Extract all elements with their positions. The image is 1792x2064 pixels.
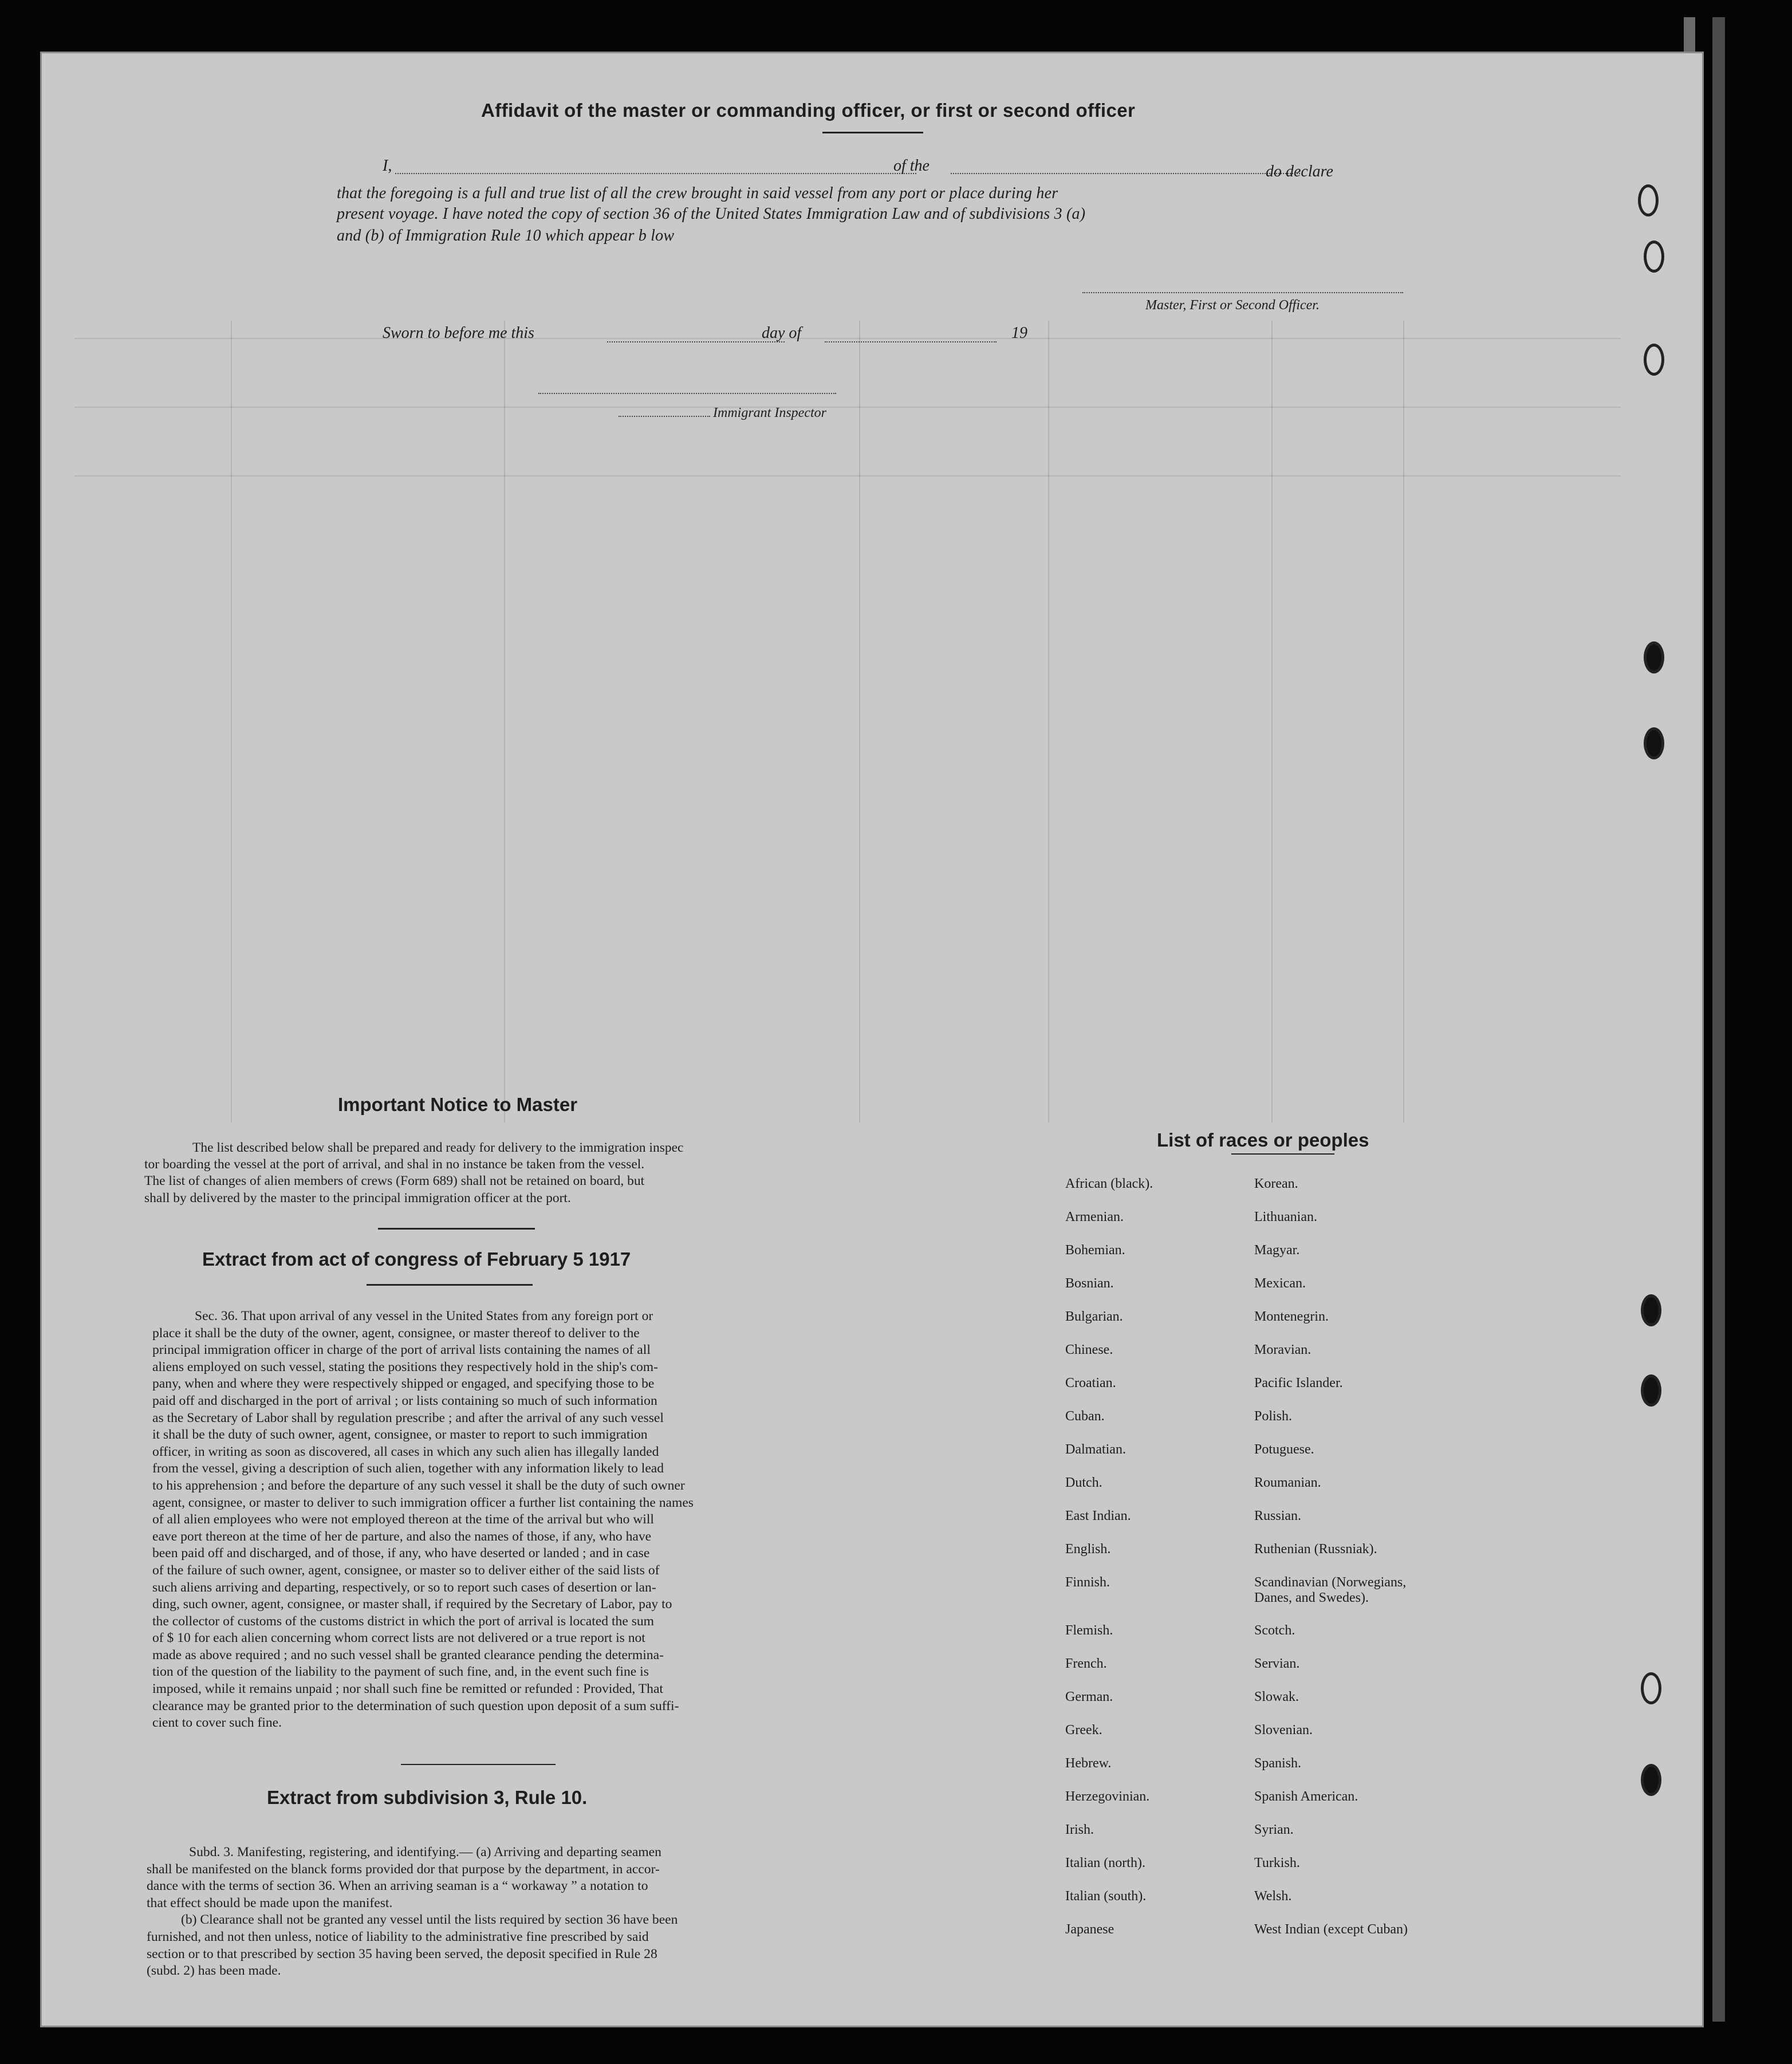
affidavit-i: I, xyxy=(383,157,392,175)
race-left: Italian (north). xyxy=(1065,1856,1145,1870)
grid-line xyxy=(231,321,232,1122)
race-left: Finnish. xyxy=(1065,1575,1110,1590)
extract1-line: of all alien employees who were not employed thereon at the time of the arrival but who will xyxy=(152,1512,654,1527)
extract1-line: such aliens arriving and departing, respectively, or so to report such cases of desertion or lan- xyxy=(152,1579,656,1595)
race-right: Pacific Islander. xyxy=(1254,1376,1343,1391)
race-left: Italian (south). xyxy=(1065,1889,1147,1904)
extract2-body xyxy=(147,1844,844,1980)
extract1-line: principal immigration officer in charge of the port of arrival lists containing the names of all xyxy=(152,1342,651,1358)
binder-hole-icon xyxy=(1644,727,1664,759)
race-right: Scandinavian (Norwegians, Danes, and Swedes). xyxy=(1254,1575,1407,1605)
race-right: Spanish. xyxy=(1254,1756,1302,1771)
inspector-signature-line xyxy=(538,393,836,394)
race-left: Croatian. xyxy=(1065,1376,1116,1391)
race-right: Lithuanian. xyxy=(1254,1210,1317,1224)
extract1-line: tion of the question of the liability to the payment of such fine, and, in the event such fine is xyxy=(152,1664,649,1680)
race-left: African (black). xyxy=(1065,1176,1153,1191)
race-right: West Indian (except Cuban) xyxy=(1254,1922,1408,1937)
extract1-line: from the vessel, giving a description of such alien, together with any information likely to lead xyxy=(152,1461,664,1476)
grid-line xyxy=(504,321,505,1122)
affidavit-line-2: that the foregoing is a full and true list of all the crew brought in said vessel from any port or place during her xyxy=(337,184,1058,202)
extract1-line: the collector of customs of the customs district in which the port of arrival is located the sum xyxy=(152,1613,655,1629)
extract1-line: it shall be the duty of such owner, agent, consignee, or master to report to such immigration xyxy=(152,1427,648,1443)
affidavit-line-4: and (b) of Immigration Rule 10 which appear b low xyxy=(337,227,675,245)
master-name-line xyxy=(395,173,916,174)
race-right: Magyar. xyxy=(1254,1243,1300,1258)
race-right: Potuguese. xyxy=(1254,1442,1314,1457)
extract1-underline xyxy=(367,1284,533,1286)
race-left: Hebrew. xyxy=(1065,1756,1112,1771)
notice-divider xyxy=(378,1228,535,1230)
extract2-line: dance with the terms of section 36. When an arriving seaman is a “ workaway ” a notation to xyxy=(147,1878,648,1894)
extract1-heading: Extract from act of congress of February 5 1917 xyxy=(202,1248,631,1270)
race-right: Russian. xyxy=(1254,1508,1302,1523)
race-right: Polish. xyxy=(1254,1409,1293,1424)
race-left: Irish. xyxy=(1065,1822,1094,1837)
sworn-month-line xyxy=(825,341,997,342)
grid-line xyxy=(74,407,1621,408)
race-left: Japanese xyxy=(1065,1922,1114,1937)
extract2-line: furnished, and not then unless, notice of liability to the administrative fine prescribed by said xyxy=(147,1929,649,1944)
extract1-line: place it shall be the duty of the owner, agent, consignee, or master thereof to deliver to the xyxy=(152,1325,640,1341)
race-right: Moravian. xyxy=(1254,1342,1311,1357)
binder-hole-icon xyxy=(1644,641,1664,673)
binder-hole-icon xyxy=(1644,241,1664,273)
master-signature-line xyxy=(1082,292,1403,293)
race-right: Turkish. xyxy=(1254,1856,1300,1870)
grid-line xyxy=(859,321,860,1122)
extract2-line: section or to that prescribed by section 35 having been served, the deposit specified in Rule 28 xyxy=(147,1946,657,1961)
manifest-page xyxy=(40,52,1704,2027)
race-right: Scotch. xyxy=(1254,1623,1295,1638)
binder-hole-icon xyxy=(1644,344,1664,376)
race-right: Servian. xyxy=(1254,1656,1300,1671)
sworn-label: Sworn to before me this xyxy=(383,324,534,342)
race-left: Bohemian. xyxy=(1065,1243,1125,1258)
extract1-body xyxy=(152,1308,849,1732)
extract1-line: cient to cover such fine. xyxy=(152,1715,282,1731)
extract1-line: eave port thereon at the time of her de parture, and also the names of those, if any, who have xyxy=(152,1529,652,1544)
extract1-line: clearance may be granted prior to the determination of such question upon deposit of a sum suffi- xyxy=(152,1698,679,1714)
extract1-line: been paid off and discharged, and of those, if any, who have deserted or landed ; and in case xyxy=(152,1546,650,1561)
year-label: 19 xyxy=(1011,324,1027,342)
race-left: Greek. xyxy=(1065,1723,1102,1738)
day-of-label: day of xyxy=(762,324,802,342)
notice-heading: Important Notice to Master xyxy=(338,1094,578,1115)
race-left: Flemish. xyxy=(1065,1623,1113,1638)
notice-line: shall by delivered by the master to the principal immigration officer at the port. xyxy=(144,1190,571,1206)
race-right: Slovenian. xyxy=(1254,1723,1313,1738)
binder-hole-icon xyxy=(1641,1374,1661,1407)
grid-line xyxy=(1403,321,1404,1122)
race-left: East Indian. xyxy=(1065,1508,1131,1523)
inspector-short-line xyxy=(619,416,710,417)
extract1-line: Sec. 36. That upon arrival of any vessel in the United States from any foreign port or xyxy=(195,1309,653,1324)
extract1-line: of $ 10 for each alien concerning whom correct lists are not delivered or a true report is not xyxy=(152,1630,645,1646)
race-right: Montenegrin. xyxy=(1254,1309,1329,1324)
binder-hole-icon xyxy=(1641,1294,1661,1326)
notice-body xyxy=(144,1140,854,1207)
race-left: English. xyxy=(1065,1542,1111,1557)
notice-line: tor boarding the vessel at the port of arrival, and shal in no instance be taken from the vessel. xyxy=(144,1157,645,1172)
race-left: Herzegovinian. xyxy=(1065,1789,1150,1804)
race-right: Ruthenian (Russniak). xyxy=(1254,1542,1377,1557)
affidavit-line-3: present voyage. I have noted the copy of section 36 of the United States Immigration Law and of subdivisions 3 (a) xyxy=(337,205,1086,223)
races-heading: List of races or peoples xyxy=(1157,1129,1369,1151)
binder-hole-icon xyxy=(1638,184,1659,216)
race-right: Slowak. xyxy=(1254,1689,1299,1704)
grid-line xyxy=(1048,321,1049,1122)
race-right: Korean. xyxy=(1254,1176,1298,1191)
back-page-edge xyxy=(1712,17,1725,2022)
sworn-day-line xyxy=(607,341,785,342)
extract2-heading: Extract from subdivision 3, Rule 10. xyxy=(267,1787,588,1808)
grid-line xyxy=(1271,321,1273,1122)
race-right: Syrian. xyxy=(1254,1822,1294,1837)
extract1-line: imposed, while it remains unpaid ; nor shall such fine be remitted or refunded : Provided, That xyxy=(152,1681,663,1697)
race-left: Dutch. xyxy=(1065,1475,1102,1490)
race-right: Mexican. xyxy=(1254,1276,1306,1291)
race-right: Spanish American. xyxy=(1254,1789,1358,1804)
race-right: Welsh. xyxy=(1254,1889,1292,1904)
notice-line: The list of changes of alien members of crews (Form 689) shall not be retained on board, but xyxy=(144,1173,645,1189)
extract2-line: that effect should be made upon the manifest. xyxy=(147,1895,393,1911)
affidavit-heading: Affidavit of the master or commanding officer, or first or second officer xyxy=(481,100,1136,121)
vessel-name-line xyxy=(951,173,1300,174)
race-left: Dalmatian. xyxy=(1065,1442,1126,1457)
extract2-line: Subd. 3. Manifesting, registering, and identifying.— (a) Arriving and departing seamen xyxy=(189,1845,661,1860)
race-left: Bulgarian. xyxy=(1065,1309,1123,1324)
heading-underline xyxy=(822,132,923,133)
race-left: French. xyxy=(1065,1656,1107,1671)
extract1-line: of the failure of such owner, agent, consignee, or master so to deliver either of the said lists of xyxy=(152,1562,660,1578)
race-left: German. xyxy=(1065,1689,1113,1704)
extract1-line: aliens employed on such vessel, stating the positions they respectively hold in the ship's com- xyxy=(152,1359,658,1374)
extract1-line: to his apprehension ; and before the departure of any such vessel it shall be the duty of such owner xyxy=(152,1478,685,1493)
grid-line xyxy=(74,475,1621,476)
race-right: Roumanian. xyxy=(1254,1475,1321,1490)
extract-divider xyxy=(401,1764,556,1765)
extract2-line: (b) Clearance shall not be granted any vessel until the lists required by section 36 have been xyxy=(181,1912,678,1928)
notice-line: The list described below shall be prepared and ready for delivery to the immigration inspec xyxy=(192,1140,684,1155)
extract1-line: pany, when and where they were respectively shipped or engaged, and specifying those to be xyxy=(152,1376,655,1392)
race-left: Bosnian. xyxy=(1065,1276,1114,1291)
extract1-line: as the Secretary of Labor shall by regulation prescribe ; and after the arrival of any such vessel xyxy=(152,1410,664,1425)
races-list xyxy=(1065,1176,1581,2012)
extract1-line: officer, in writing as soon as discovered, all cases in which any such alien has illegally landed xyxy=(152,1444,659,1459)
binder-hole-icon xyxy=(1641,1764,1661,1796)
extract1-line: agent, consignee, or master to deliver to such immigration officer a further list containing the names xyxy=(152,1495,694,1510)
binder-hole-icon xyxy=(1641,1672,1661,1704)
race-left: Armenian. xyxy=(1065,1210,1124,1224)
grid-line xyxy=(74,338,1621,339)
race-left: Chinese. xyxy=(1065,1342,1113,1357)
races-underline xyxy=(1231,1153,1334,1155)
inspector-label: Immigrant Inspector xyxy=(713,405,826,420)
affidavit-declare: do declare xyxy=(1266,163,1333,180)
extract2-line: shall be manifested on the blanck forms provided dor that purpose by the department, in accor- xyxy=(147,1861,660,1877)
extract2-line: (subd. 2) has been made. xyxy=(147,1963,281,1979)
extract1-line: made as above required ; and no such vessel shall be granted clearance pending the determina- xyxy=(152,1647,664,1663)
master-signature-label: Master, First or Second Officer. xyxy=(1145,298,1320,313)
race-left: Cuban. xyxy=(1065,1409,1105,1424)
extract1-line: ding, such owner, agent, consignee, or master shall, if required by the Secretary of Labor, pay to xyxy=(152,1597,672,1612)
affidavit-of-the: of the xyxy=(893,157,930,175)
extract1-line: paid off and discharged in the port of arrival ; or lists containing so much of such information xyxy=(152,1393,657,1408)
